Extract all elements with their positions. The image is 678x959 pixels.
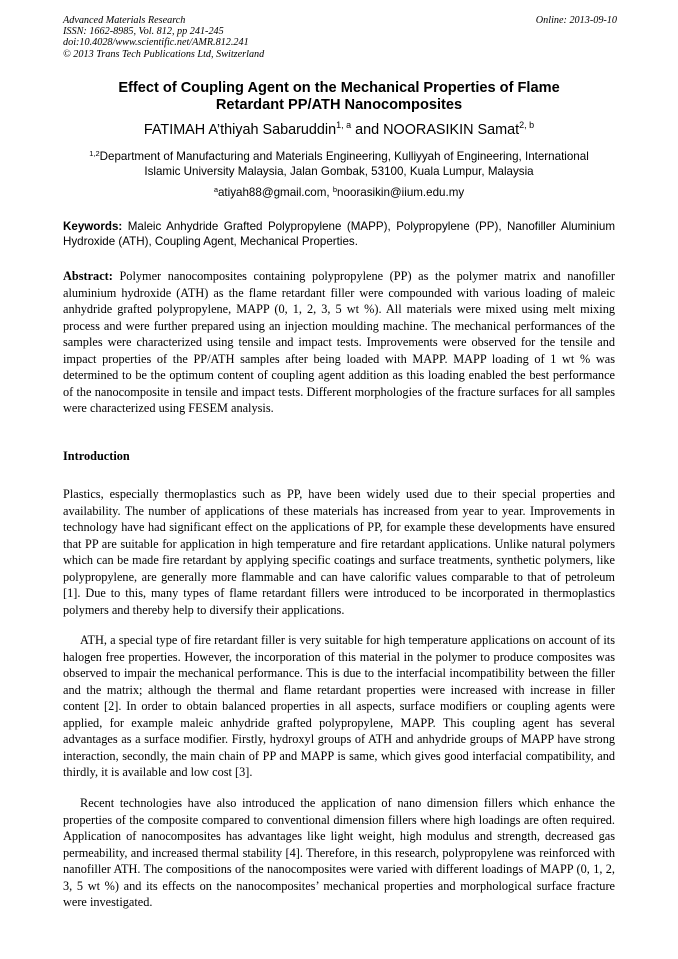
affiliation-line-1: Department of Manufacturing and Materials Engineering, Kulliyyah of Engineering, International (99, 150, 589, 163)
intro-paragraph-1: Plastics, especially thermoplastics such as PP, have been widely used due to their special properties and availability. The number of applications of these materials has increased from year to year. Improvements in technology have had significant effect on the applications of PP, for example these developments have ensured that PP are suitable for application in high temperature and fire retardant applications. Unlike natural polymers which can be made fire retardant by applying specific coatings and surface treatments, synthetic polymers, like polypropylene, are generally more flammable and can have calorific values comparable to that of petroleum [1]. Due to this, many types of flame retardant fillers were introduced to be incorporated in thermoplastics polymers and thereby help to diversify their applications. (63, 487, 615, 617)
journal-copyright: © 2013 Trans Tech Publications Ltd, Switzerland (63, 48, 265, 60)
abstract-label: Abstract: (63, 269, 113, 283)
title-line-1: Effect of Coupling Agent on the Mechanical Properties of Flame (118, 80, 560, 96)
email-list (63, 185, 615, 200)
email-a-mark: a (213, 185, 218, 194)
abstract (63, 268, 615, 417)
journal-name: Advanced Materials Research (63, 15, 186, 26)
journal-header (63, 15, 617, 60)
intro-paragraph-3: Recent technologies have also introduced the application of nano dimension fillers which enhance the properties of the composite compared to conventional dimension fillers where high loadings are often required. Application of nanocomposites has advantages like light weight, high modulus and strength, decreased gas permeability, and increased thermal stability [4]. Therefore, in this research, polypropylene was reinforced with nanofiller ATH. The compositions of the nanocomposites were varied with different loadings of MAPP (0, 1, 2, 3, 5 wt %) and its effects on the nanocomposites’ mechanical properties and morphological surface fracture were investigated. (63, 796, 615, 909)
author-list (63, 122, 615, 139)
keywords-text: Maleic Anhydride Grafted Polypropylene (MAPP), Polypropylene (PP), Nanofiller Aluminium Hydroxide (ATH), Coupling Agent, Mechanical Properties. (63, 220, 615, 248)
affiliation-mark: 1,2 (89, 149, 100, 158)
keywords-label: Keywords: (63, 220, 123, 233)
online-date: Online: 2013-09-10 (535, 15, 617, 26)
paper-title (63, 80, 615, 114)
email-a[interactable]: atiyah88@gmail.com (217, 186, 327, 199)
author-2: NOORASIKIN Samat (383, 122, 520, 138)
email-b-mark: b (332, 185, 338, 194)
affiliation-line-2: Islamic University Malaysia, Jalan Gombak, 53100, Kuala Lumpur, Malaysia (144, 165, 534, 178)
email-separator: , (326, 186, 333, 199)
abstract-text: Polymer nanocomposites containing polypropylene (PP) as the polymer matrix and nanofiller aluminium hydroxide (ATH) as the flame retardant filler were compounded with various loading of maleic anhydride grafted polypropylene, MAPP (0, 1, 2, 3, 5 wt %). All materials were mixed using melt mixing process and were further prepared using an injection moulding machine. The mechanical performances of the samples were characterized using tensile and impact tests. Improvements were observed for the tensile and impact properties of the PP/ATH samples after being loaded with MAPP. MAPP loading of 1 wt % was determined to be the optimum content of coupling agent addition as this loading enabled the best performance of the nanocomposite in tensile and impact tests. Different morphologies of the fracture surfaces for all samples were characterized using FESEM analysis. (63, 269, 615, 415)
email-b[interactable]: noorasikin@iium.edu.my (337, 186, 465, 199)
author-1: FATIMAH A’thiyah Sabaruddin (143, 122, 337, 138)
section-heading-introduction: Introduction (63, 449, 130, 463)
journal-doi[interactable]: doi:10.4028/www.scientific.net/AMR.812.241 (63, 37, 249, 49)
author-2-affiliation-mark: 2, b (519, 120, 535, 130)
journal-issn: ISSN: 1662-8985, Vol. 812, pp 241-245 (63, 26, 224, 38)
keywords (63, 220, 615, 249)
title-line-2: Retardant PP/ATH Nanocomposites (215, 97, 463, 113)
author-conjunction: and (351, 122, 384, 138)
affiliation (63, 149, 615, 179)
intro-paragraph-2: ATH, a special type of fire retardant filler is very suitable for high temperature applications on account of its halogen free properties. However, the incorporation of this material in the polymer to produce composites was observed to impair the mechanical performance. This is due to the interfacial incompatibility between the filler and the matrix; although the thermal and flame retardant properties were increased with increase in filler content [2]. In order to obtain balanced properties in all aspects, surface modifiers or coupling agents were applied, for example maleic anhydride grafted polypropylene, MAPP. This coupling agent has several advantages as a surface modifier. Firstly, hydroxyl groups of ATH and anhydride groups of MAPP have strong interaction, secondly, the main chain of PP and MAPP is same, which gives good interfacial compatibility, and thirdly, it is available and low cost [3]. (63, 633, 615, 779)
author-1-affiliation-mark: 1, a (336, 120, 352, 130)
